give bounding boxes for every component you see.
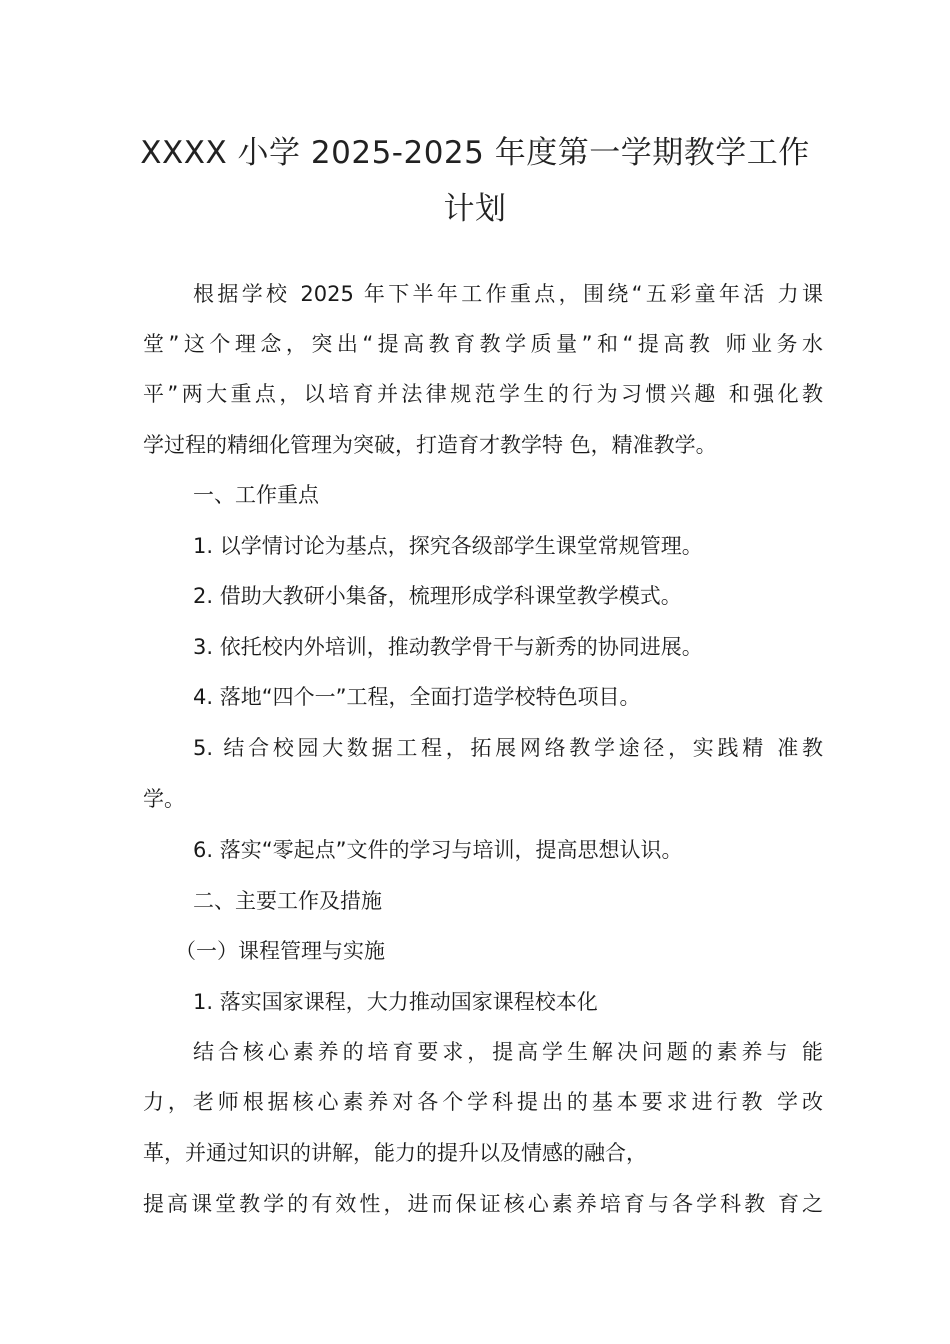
list-item: 6. 落实“零起点”文件的学习与培训，提高思想认识。: [193, 838, 683, 862]
section-heading: 一、工作重点: [193, 483, 319, 507]
list-item-continuation: 学。: [143, 787, 185, 811]
list-item: 2. 借助大教研小集备，梳理形成学科课堂教学模式。: [193, 584, 682, 608]
subsection-heading: （一）课程管理与实施: [175, 939, 385, 963]
paragraph-line: 革，并通过知识的讲解，能力的提升以及情感的融合，: [143, 1141, 647, 1165]
document-title-line-1: XXXX 小学 2025-2025 年度第一学期教学工作: [140, 135, 810, 171]
paragraph-line: 结合核心素养的培育要求，提高学生解决问题的素养与 能: [193, 1040, 823, 1064]
list-item: 1. 以学情讨论为基点，探究各级部学生课堂常规管理。: [193, 534, 703, 558]
paragraph-line: 平”两大重点，以培育并法律规范学生的行为习惯兴趣 和强化教: [143, 382, 823, 406]
list-item: 5. 结合校园大数据工程，拓展网络教学途径，实践精 准教: [193, 736, 823, 760]
paragraph-line: 学过程的精细化管理为突破，打造育才教学特 色，精准教学。: [143, 433, 717, 457]
paragraph-line: 堂”这个理念，突出“提高教育教学质量”和“提高教 师业务水: [143, 332, 823, 356]
paragraph-line: 提高课堂教学的有效性，进而保证核心素养培育与各学科教 育之: [143, 1192, 823, 1216]
paragraph-line: 根据学校 2025 年下半年工作重点，围绕“五彩童年活 力课: [193, 282, 823, 306]
list-item: 4. 落地“四个一”工程，全面打造学校特色项目。: [193, 685, 641, 709]
section-heading: 二、主要工作及措施: [193, 889, 382, 913]
subsection-item: 1. 落实国家课程，大力推动国家课程校本化: [193, 990, 598, 1014]
paragraph-line: 力，老师根据核心素养对各个学科提出的基本要求进行教 学改: [143, 1090, 823, 1114]
list-item: 3. 依托校内外培训，推动教学骨干与新秀的协同进展。: [193, 635, 703, 659]
document-title-line-2: 计划: [443, 191, 507, 227]
